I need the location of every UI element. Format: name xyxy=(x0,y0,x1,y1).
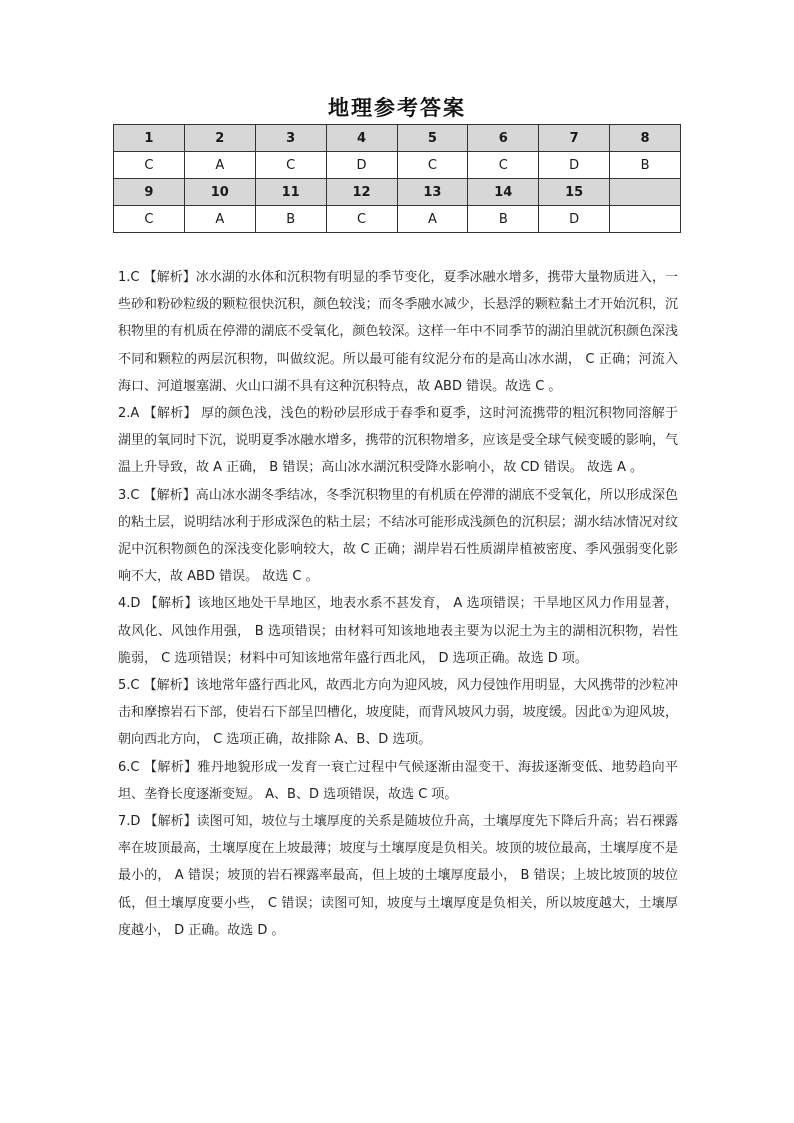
explanation-paragraph: 5.C 【解析】该地常年盛行西北风，故西北方向为迎风坡，风力侵蚀作用明显，大风携带的沙粒冲击和摩擦岩石下部，使岩石下部呈凹槽化，坡度陡，而背风坡风力弱，坡度缓。因此①为迎风坡，朝向西北方向， C 选项正确，故排除 A、B、D 选项。 xyxy=(118,678,678,748)
question-number: 13 xyxy=(397,179,468,206)
question-number: 5 xyxy=(397,125,468,152)
question-number: 12 xyxy=(326,179,397,206)
explanation-paragraph: 4.D 【解析】该地区地处干旱地区，地表水系不甚发育， A 选项错误；干旱地区风力作用显著，故风化、风蚀作用强， B 选项错误；由材料可知该地地表主要为以泥土为主的湖相沉积物，岩性脆弱， C 选项错误；材料中可知该地常年盛行西北风， D 选项正确。故选 D 项。 xyxy=(118,596,678,666)
answer-row xyxy=(114,152,681,179)
answer-cell: A xyxy=(184,152,255,179)
answer-cell: C xyxy=(468,152,539,179)
answer-cell: C xyxy=(397,152,468,179)
question-number xyxy=(610,179,681,206)
question-number-row xyxy=(114,125,681,152)
question-number: 15 xyxy=(539,179,610,206)
answer-row xyxy=(114,206,681,233)
question-number: 8 xyxy=(610,125,681,152)
answer-cell: A xyxy=(397,206,468,233)
question-number: 11 xyxy=(255,179,326,206)
answer-cell: D xyxy=(539,152,610,179)
explanations xyxy=(118,264,678,944)
question-number-row xyxy=(114,179,681,206)
question-number: 2 xyxy=(184,125,255,152)
question-number: 4 xyxy=(326,125,397,152)
explanation-paragraph: 2.A 【解析】 厚的颜色浅，浅色的粉砂层形成于春季和夏季，这时河流携带的粗沉积物同溶解于湖里的氧同时下沉，说明夏季冰融水增多，携带的沉积物增多，应该是受全球气候变暖的影响，气温上升导致，故 A 正确， B 错误；高山冰水湖沉积受降水影响小，故 CD 错误。 故选 A 。 xyxy=(118,406,678,476)
answer-cell: A xyxy=(184,206,255,233)
explanation-paragraph: 3.C 【解析】高山冰水湖冬季结冰，冬季沉积物里的有机质在停滞的湖底不受氧化，所以形成深色的粘土层，说明结冰利于形成深色的粘土层；不结冰可能形成浅颜色的沉积层；湖水结冰情况对纹泥中沉积物颜色的深浅变化影响较大，故 C 正确；湖岸岩石性质湖岸植被密度、季风强弱变化影响不大，故 ABD 错误。 故选 C 。 xyxy=(118,487,678,585)
answer-cell: D xyxy=(326,152,397,179)
question-number: 14 xyxy=(468,179,539,206)
answer-cell: C xyxy=(326,206,397,233)
explanation-paragraph: 1.C 【解析】冰水湖的水体和沉积物有明显的季节变化，夏季冰融水增多，携带大量物质进入，一些砂和粉砂粒级的颗粒很快沉积，颜色较浅；而冬季融水减少，长悬浮的颗粒黏土才开始沉积，沉积物里的有机质在停滞的湖底不受氧化，颜色较深。这样一年中不同季节的湖泊里就沉积颜色深浅不同和颗粒的两层沉积物，叫做纹泥。所以最可能有纹泥分布的是高山冰水湖， C 正确；河流入海口、河道堰塞湖、火山口湖不具有这种沉积特点，故 ABD 错误。故选 C 。 xyxy=(118,270,678,394)
answer-cell: C xyxy=(114,206,185,233)
answer-cell xyxy=(610,206,681,233)
answer-table xyxy=(113,124,681,233)
question-number: 1 xyxy=(114,125,185,152)
question-number: 7 xyxy=(539,125,610,152)
question-number: 10 xyxy=(184,179,255,206)
answer-cell: B xyxy=(255,206,326,233)
answer-cell: C xyxy=(255,152,326,179)
explanation-paragraph: 7.D 【解析】读图可知，坡位与土壤厚度的关系是随坡位升高，土壤厚度先下降后升高；岩石裸露率在坡顶最高，土壤厚度在上坡最薄；坡度与土壤厚度是负相关。坡顶的坡位最高，土壤厚度不是最小的， A 错误；坡顶的岩石裸露率最高，但上坡的土壤厚度最小， B 错误；上坡比坡顶的坡位低，但土壤厚度要小些， C 错误；读图可知，坡度与土壤厚度是负相关，所以坡度越大，土壤厚度越小， D 正确。故选 D 。 xyxy=(118,814,678,938)
answer-cell: D xyxy=(539,206,610,233)
explanation-paragraph: 6.C 【解析】雅丹地貌形成一发育一衰亡过程中气候逐渐由湿变干、海拔逐渐变低、地势趋向平坦、垄脊长度逐渐变短。 A、B、D 选项错误，故选 C 项。 xyxy=(118,759,678,802)
page-title: 地理参考答案 xyxy=(328,96,466,120)
answer-cell: C xyxy=(114,152,185,179)
question-number: 3 xyxy=(255,125,326,152)
question-number: 9 xyxy=(114,179,185,206)
question-number: 6 xyxy=(468,125,539,152)
answer-cell: B xyxy=(468,206,539,233)
answer-cell: B xyxy=(610,152,681,179)
